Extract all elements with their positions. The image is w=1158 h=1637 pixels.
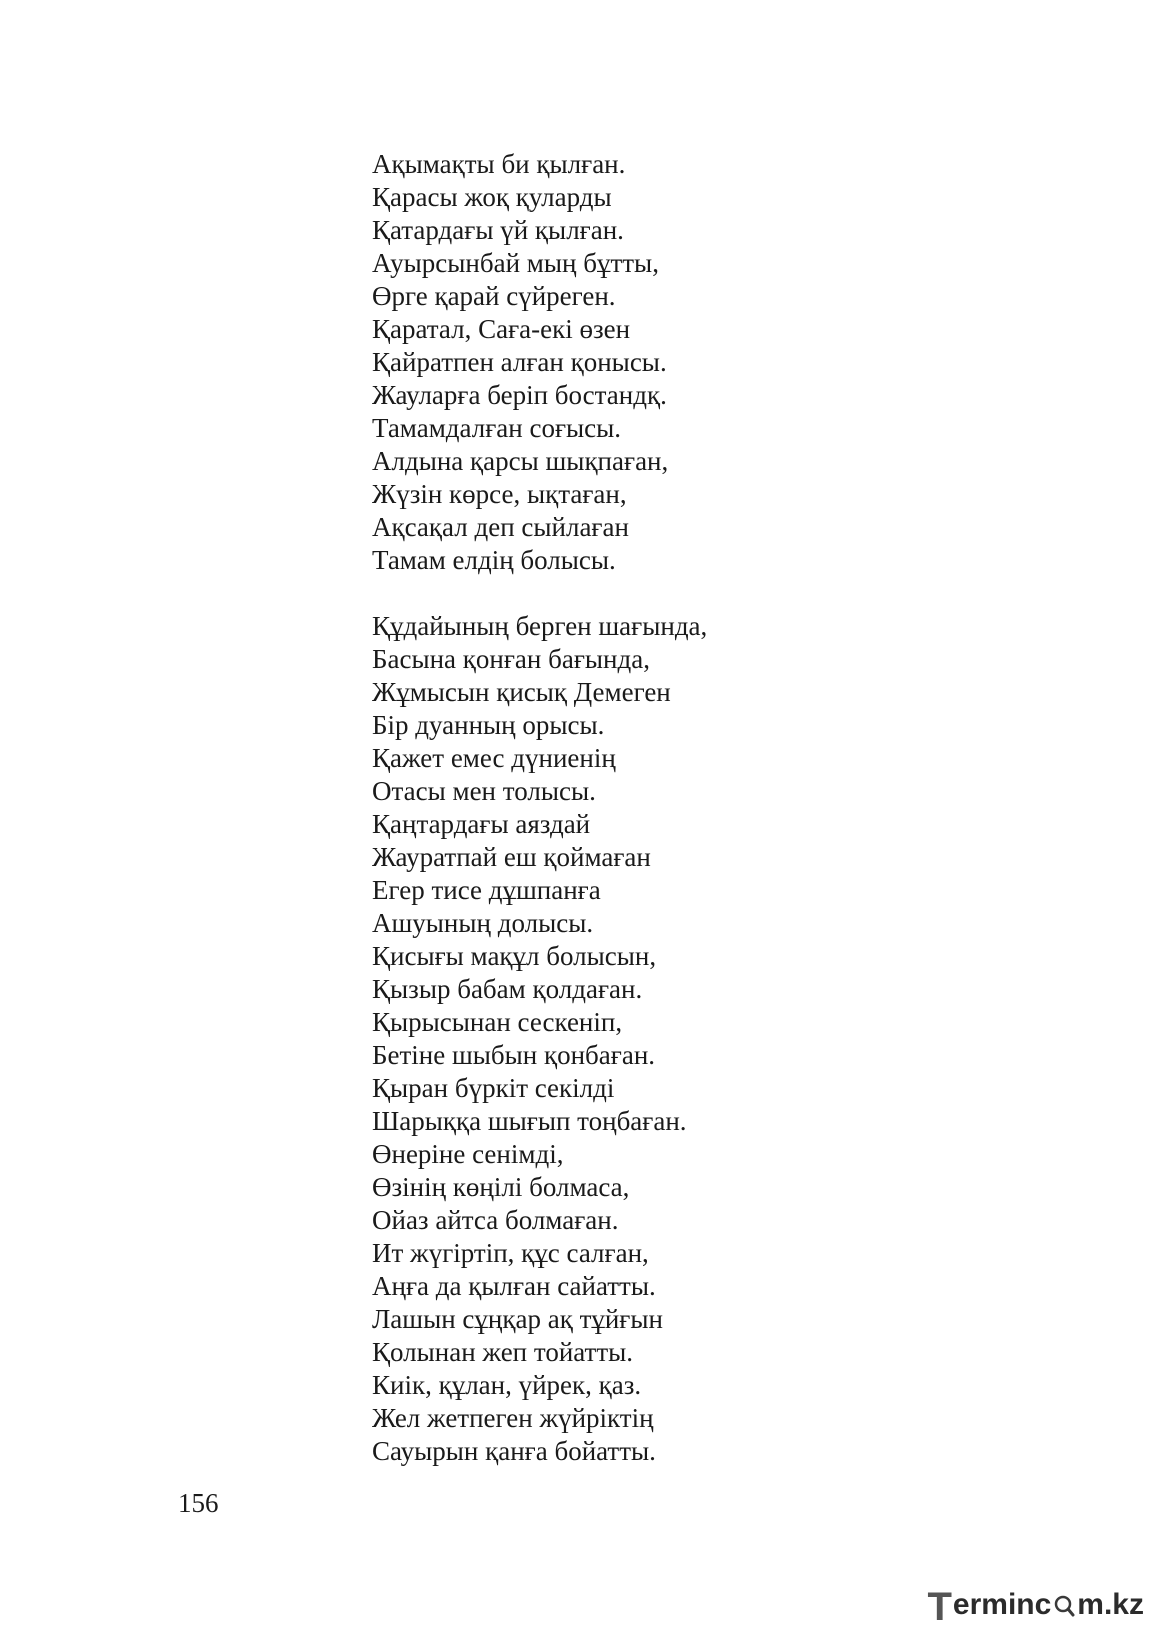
verse-line: Қайратпен алған қонысы. xyxy=(372,347,667,377)
verse-line: Қажет емес дүниенің xyxy=(372,743,616,773)
verse-line: Киік, құлан, үйрек, қаз. xyxy=(372,1370,642,1400)
watermark-initial: T xyxy=(927,1584,952,1629)
verse-line: Ақсақал деп сыйлаған xyxy=(372,512,629,542)
verse-line: Ашуының долысы. xyxy=(372,908,594,938)
verse-line: Қаңтардағы аяздай xyxy=(372,809,591,839)
verse-line: Басына қонған бағында, xyxy=(372,644,650,674)
verse-line: Қыран бүркіт секілді xyxy=(372,1073,615,1103)
verse-line: Отасы мен толысы. xyxy=(372,776,596,806)
verse-line: Тамам елдің болысы. xyxy=(372,545,616,575)
verse-line: Қарасы жоқ қуларды xyxy=(372,182,612,212)
verse-line: Өзінің көңілі болмаса, xyxy=(372,1172,630,1202)
verse-line: Жүзін көрсе, ықтаған, xyxy=(372,479,627,509)
verse-line: Алдына қарсы шықпаған, xyxy=(372,446,669,476)
verse-line: Бір дуанның орысы. xyxy=(372,710,605,740)
verse-line: Аңға да қылған сайатты. xyxy=(372,1271,656,1301)
verse-line: Лашын сұңқар ақ тұйғын xyxy=(372,1304,663,1334)
verse-line: Тамамдалған соғысы. xyxy=(372,413,622,443)
page-number: 156 xyxy=(178,1488,219,1518)
verse-line: Ойаз айтса болмаған. xyxy=(372,1205,619,1235)
verse-line: Жұмысын қисық Демеген xyxy=(372,677,671,707)
watermark-text-start: erminc xyxy=(952,1588,1052,1621)
verse-line: Қолынан жеп тойатты. xyxy=(372,1337,634,1367)
verse-line: Құдайының берген шағында, xyxy=(372,611,708,641)
verse-line: Қызыр бабам қолдаған. xyxy=(372,974,643,1004)
verse-line: Ауырсынбай мың бұтты, xyxy=(372,248,659,278)
verse-line: Қисығы мақұл болысын, xyxy=(372,941,657,971)
verse-line: Ит жүгіртіп, құс салған, xyxy=(372,1238,649,1268)
verse-line: Жауларға беріп бостандқ. xyxy=(372,380,667,410)
verse-line: Шарыққа шығып тоңбаған. xyxy=(372,1106,687,1136)
verse-line: Өнеріне сенімді, xyxy=(372,1139,564,1169)
watermark-logo xyxy=(927,1583,1144,1627)
stanza-2 xyxy=(372,610,707,1468)
verse-line: Егер тисе дұшпанға xyxy=(372,875,601,905)
verse-line: Жел жетпеген жүйріктің xyxy=(372,1403,654,1433)
stanza-1 xyxy=(372,148,668,577)
verse-line: Қырысынан сескеніп, xyxy=(372,1007,623,1037)
magnifier-icon xyxy=(1052,1591,1076,1619)
verse-line: Жауратпай еш қоймаған xyxy=(372,842,651,872)
verse-line: Сауырын қанға бойатты. xyxy=(372,1436,656,1466)
watermark-text-end: m.kz xyxy=(1077,1588,1144,1621)
verse-line: Бетіне шыбын қонбаған. xyxy=(372,1040,656,1070)
verse-line: Қаратал, Саға-екі өзен xyxy=(372,314,631,344)
verse-line: Өрге қарай сүйреген. xyxy=(372,281,616,311)
verse-line: Қатардағы үй қылған. xyxy=(372,215,624,245)
verse-line: Ақымақты би қылған. xyxy=(372,149,626,179)
